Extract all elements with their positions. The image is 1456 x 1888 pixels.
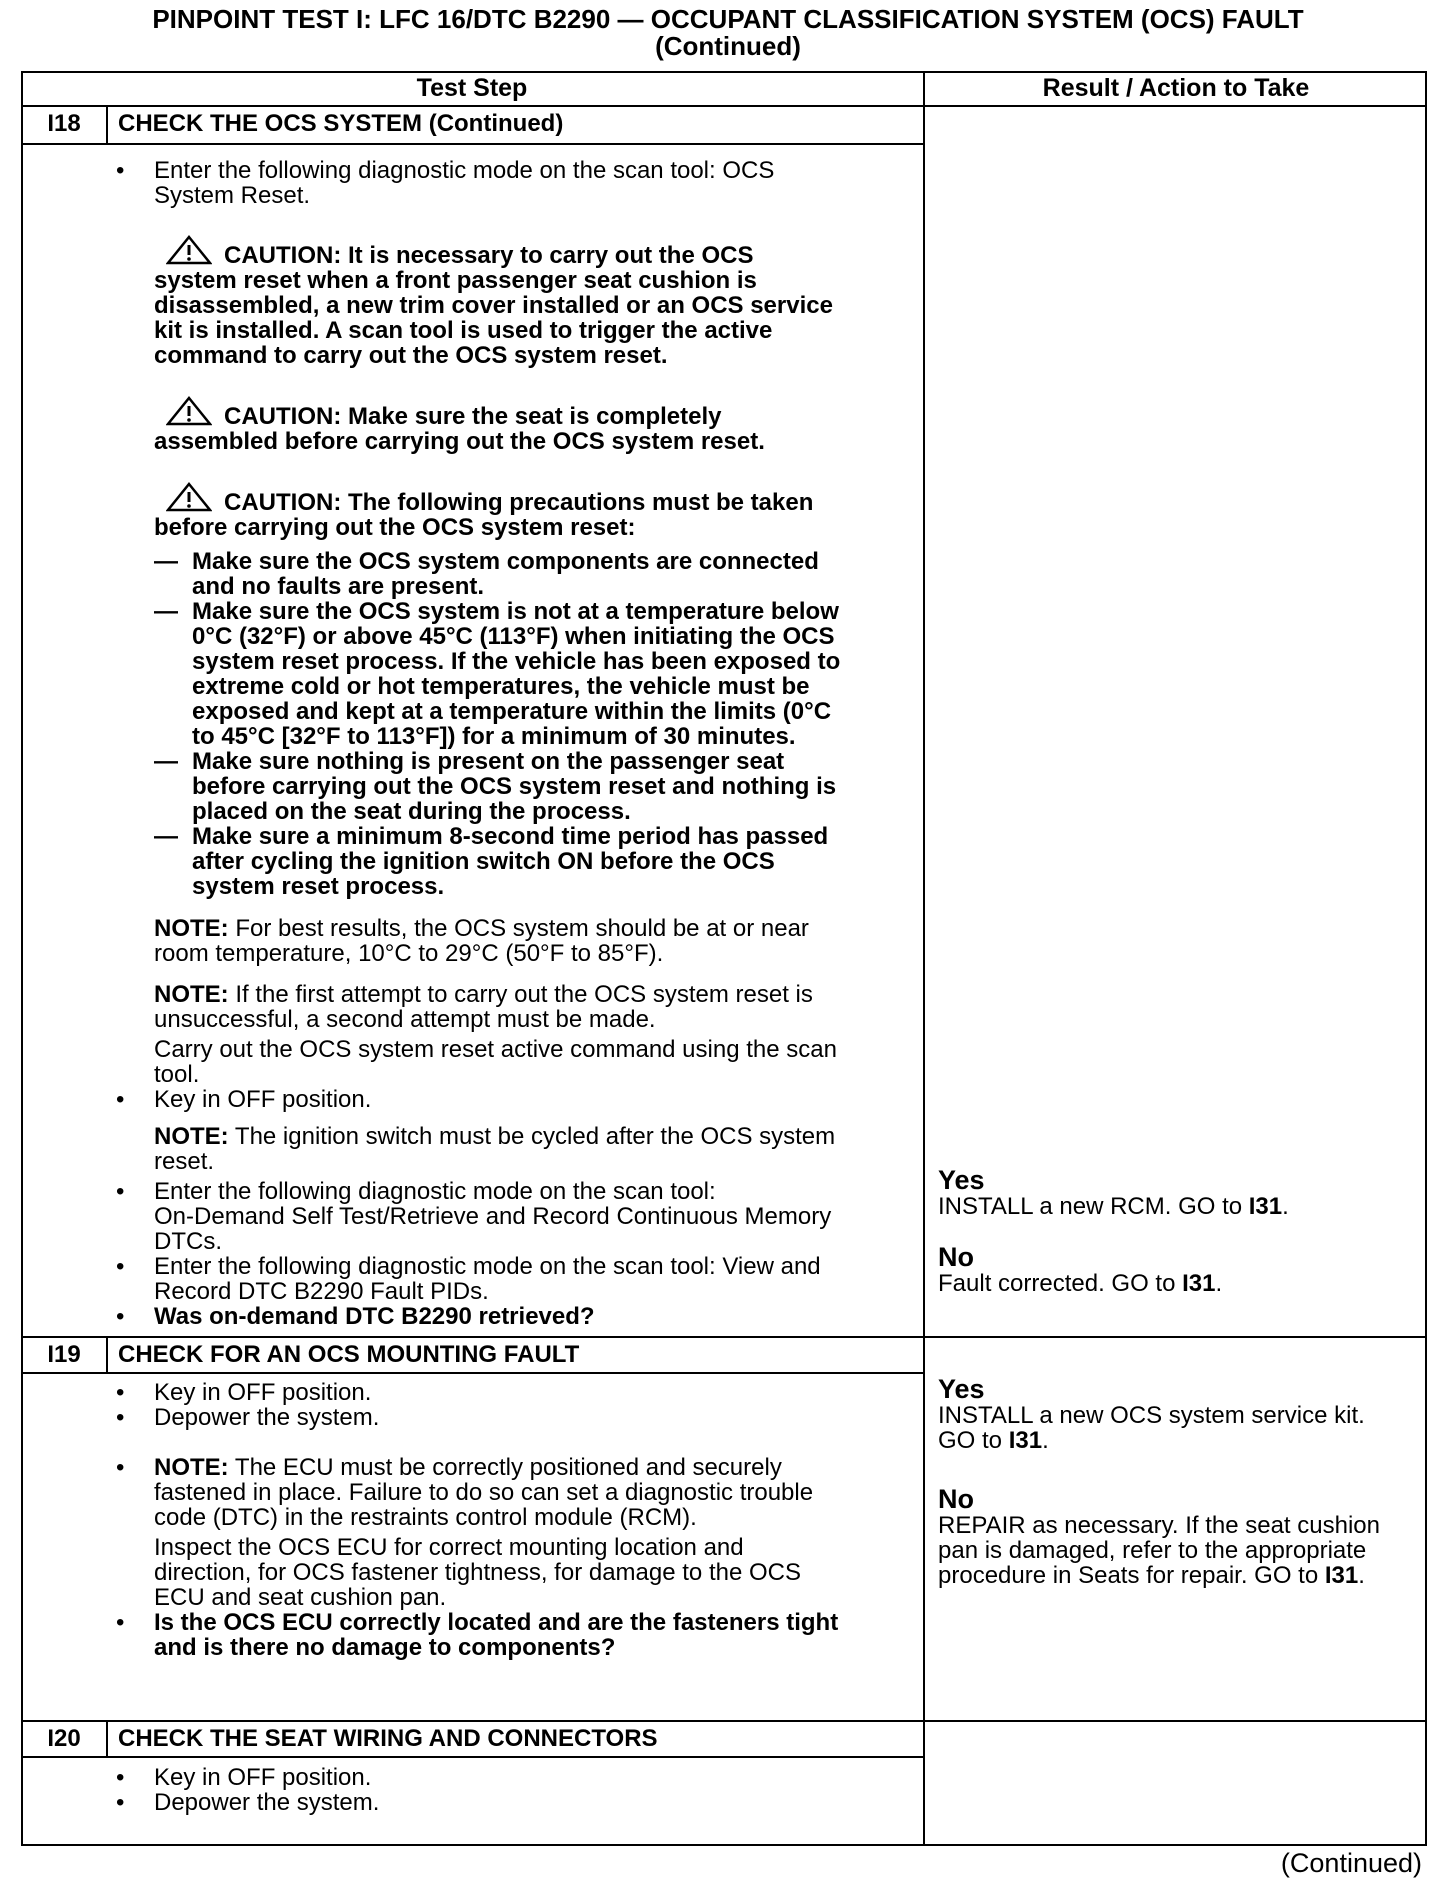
i20-bullet-2: Depower the system. xyxy=(154,1789,380,1816)
i19-title-underline xyxy=(21,1372,923,1374)
i19-number-divider xyxy=(106,1338,108,1372)
dash: — xyxy=(154,823,178,850)
i20-step-title: CHECK THE SEAT WIRING AND CONNECTORS xyxy=(118,1725,658,1752)
dash: — xyxy=(154,748,178,775)
i18-caution-2: CAUTION: Make sure the seat is completely assembled before carrying out the OCS system reset. xyxy=(154,396,765,454)
i20-number-divider xyxy=(106,1722,108,1756)
dash: — xyxy=(154,548,178,575)
i19-top-divider xyxy=(21,1336,1427,1338)
i19-result-no: No REPAIR as necessary. If the seat cushion pan is damaged, refer to the appropriate procedure in Seats for repair. GO to I31. xyxy=(938,1484,1380,1589)
i20-top-divider xyxy=(21,1720,1427,1722)
i19-note: NOTE: The ECU must be correctly positioned and securely fastened in place. Failure to do so can set a diagnostic trouble code (DTC) in the restraints control module (RCM). xyxy=(154,1454,814,1531)
i19-result-yes: Yes INSTALL a new OCS system service kit. GO to I31. xyxy=(938,1374,1365,1454)
i18-note-2: NOTE: If the first attempt to carry out the OCS system reset is unsuccessful, a second attempt must be made. xyxy=(154,981,813,1033)
page-title xyxy=(0,6,1456,60)
i19-question: Is the OCS ECU correctly located and are the fasteners tight and is there no damage to components? xyxy=(154,1609,839,1661)
i18-precaution-1: Make sure the OCS system components are connected and no faults are present. xyxy=(192,548,819,600)
continued-footer: (Continued) xyxy=(1280,1848,1422,1878)
i20-title-underline xyxy=(21,1756,923,1758)
i18-precaution-2: Make sure the OCS system is not at a temperature below 0°C (32°F) or above 45°C (113°F) when initiating the OCS system reset process. If the vehicle has been exposed to extreme cold or hot temperatures, the vehicle must be exposed and kept at a temperature within the limits (0°C to 45°C [32°F to 113°F]) for a minimum of 30 minutes. xyxy=(192,598,841,750)
warning-triangle-icon xyxy=(166,396,212,426)
dash: — xyxy=(154,598,178,625)
i18-bullet-1: Enter the following diagnostic mode on the scan tool: OCS System Reset. xyxy=(154,157,775,209)
i19-inspect: Inspect the OCS ECU for correct mounting location and direction, for OCS fastener tightness, for damage to the OCS ECU and seat cushion pan. xyxy=(154,1534,801,1611)
bullet: • xyxy=(116,1253,125,1280)
i18-number-divider xyxy=(106,107,108,143)
i18-carry-out: Carry out the OCS system reset active command using the scan tool. xyxy=(154,1036,837,1088)
i18-note-3: NOTE: The ignition switch must be cycled after the OCS system reset. xyxy=(154,1123,836,1175)
column-divider xyxy=(923,71,925,1846)
i19-bullet-2: Depower the system. xyxy=(154,1404,380,1431)
title-line-1: PINPOINT TEST I: LFC 16/DTC B2290 — OCCUPANT CLASSIFICATION SYSTEM (OCS) FAULT xyxy=(152,4,1304,34)
i18-bullet-3: Enter the following diagnostic mode on the scan tool: On-Demand Self Test/Retrieve and Record Continuous Memory DTCs. xyxy=(154,1178,832,1255)
i19-step-title: CHECK FOR AN OCS MOUNTING FAULT xyxy=(118,1341,580,1368)
i18-result-yes: Yes INSTALL a new RCM. GO to I31. xyxy=(938,1165,1289,1220)
i18-note-1: NOTE: For best results, the OCS system should be at or near room temperature, 10°C to 29°C (50°F to 85°F). xyxy=(154,915,809,967)
i18-question: Was on-demand DTC B2290 retrieved? xyxy=(154,1303,595,1330)
i18-title-underline xyxy=(21,143,923,145)
i20-bullet-1: Key in OFF position. xyxy=(154,1764,372,1791)
bullet: • xyxy=(116,1404,125,1431)
header-divider xyxy=(21,105,1427,107)
bullet: • xyxy=(116,1454,125,1481)
bullet: • xyxy=(116,157,125,184)
i18-bullet-4: Enter the following diagnostic mode on the scan tool: View and Record DTC B2290 Fault PIDs. xyxy=(154,1253,821,1305)
warning-triangle-icon xyxy=(166,482,212,512)
bullet: • xyxy=(116,1379,125,1406)
i18-result-no: No Fault corrected. GO to I31. xyxy=(938,1242,1223,1297)
bullet: • xyxy=(116,1609,125,1636)
bullet: • xyxy=(116,1178,125,1205)
warning-triangle-icon xyxy=(166,235,212,265)
i19-bullet-1: Key in OFF position. xyxy=(154,1379,372,1406)
i18-step-title: CHECK THE OCS SYSTEM (Continued) xyxy=(118,110,564,137)
bullet: • xyxy=(116,1303,125,1330)
i20-step-number: I20 xyxy=(47,1725,81,1752)
bullet: • xyxy=(116,1764,125,1791)
header-result: Result / Action to Take xyxy=(1042,74,1310,102)
i19-step-number: I19 xyxy=(47,1341,81,1368)
i18-caution-1: CAUTION: It is necessary to carry out the OCS system reset when a front passenger seat cushion is disassembled, a new trim cover installed or an OCS service kit is installed. A scan tool is used to trigger the active command to carry out the OCS system reset. xyxy=(154,235,833,368)
title-line-2: (Continued) xyxy=(655,31,801,61)
i18-precaution-3: Make sure nothing is present on the passenger seat before carrying out the OCS system reset and nothing is placed on the seat during the process. xyxy=(192,748,837,825)
i18-caution-3: CAUTION: The following precautions must be taken before carrying out the OCS system reset: xyxy=(154,482,813,540)
i18-step-number: I18 xyxy=(47,110,81,137)
header-test-step: Test Step xyxy=(416,74,528,102)
bullet: • xyxy=(116,1086,125,1113)
i18-bullet-2: Key in OFF position. xyxy=(154,1086,372,1113)
bullet: • xyxy=(116,1789,125,1816)
i18-precaution-4: Make sure a minimum 8-second time period has passed after cycling the ignition switch ON before the OCS system reset process. xyxy=(192,823,829,900)
